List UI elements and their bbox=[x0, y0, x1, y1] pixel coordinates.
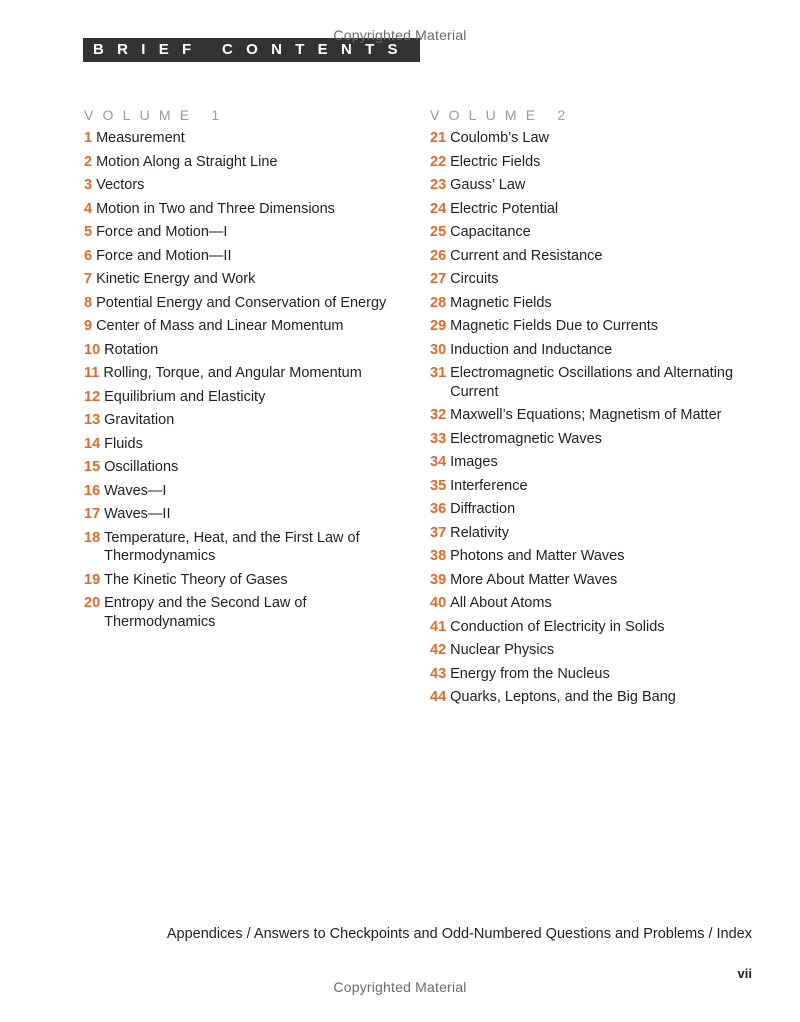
chapter-title: Waves—II bbox=[104, 506, 171, 522]
chapter-title: Induction and Inductance bbox=[450, 341, 613, 358]
chapter-entry bbox=[430, 153, 760, 172]
chapter-number: 30 bbox=[430, 341, 447, 358]
chapter-number: 36 bbox=[430, 501, 447, 517]
chapter-title: Current and Resistance bbox=[450, 247, 603, 264]
chapter-number: 35 bbox=[430, 477, 447, 494]
chapter-title: Coulomb’s Law bbox=[450, 130, 550, 146]
chapter-entry bbox=[430, 317, 760, 336]
chapter-number: 28 bbox=[430, 294, 447, 311]
chapter-title: Magnetic Fields bbox=[450, 294, 552, 311]
chapter-number: 24 bbox=[430, 200, 447, 217]
chapter-title: Diffraction bbox=[450, 501, 516, 517]
chapter-title: Images bbox=[450, 454, 498, 470]
chapter-entry bbox=[430, 406, 760, 425]
chapter-title: Kinetic Energy and Work bbox=[96, 271, 256, 287]
chapter-number: 27 bbox=[430, 271, 447, 287]
chapter-number: 10 bbox=[84, 341, 101, 358]
chapter-number: 20 bbox=[84, 595, 101, 611]
chapter-number: 8 bbox=[84, 294, 93, 311]
chapter-title: Equilibrium and Elasticity bbox=[104, 388, 266, 405]
chapter-title: Gravitation bbox=[104, 412, 175, 428]
chapter-number: 15 bbox=[84, 459, 101, 475]
chapter-title: Entropy and the Second Law of Thermodynamics bbox=[104, 595, 307, 630]
chapter-entry bbox=[84, 294, 404, 313]
chapter-entry bbox=[84, 364, 404, 383]
chapter-entry bbox=[84, 529, 404, 566]
chapter-title: Magnetic Fields Due to Currents bbox=[450, 318, 659, 334]
chapter-number: 22 bbox=[430, 153, 447, 170]
chapter-title: Interference bbox=[450, 477, 528, 494]
chapter-title: Center of Mass and Linear Momentum bbox=[96, 318, 344, 334]
chapter-title: Potential Energy and Conservation of Energy bbox=[96, 294, 387, 311]
chapter-entry bbox=[84, 200, 404, 219]
chapter-title: Electromagnetic Oscillations and Alternating Current bbox=[450, 365, 734, 400]
chapter-entry bbox=[430, 270, 760, 289]
chapter-entry bbox=[430, 547, 760, 566]
chapter-entry bbox=[84, 571, 404, 590]
chapter-entry bbox=[430, 453, 760, 472]
chapter-number: 16 bbox=[84, 482, 101, 499]
chapter-title: Rolling, Torque, and Angular Momentum bbox=[103, 365, 362, 381]
chapter-entry bbox=[84, 411, 404, 430]
chapter-number: 18 bbox=[84, 529, 101, 546]
chapter-entry bbox=[430, 364, 760, 401]
chapter-title: Maxwell’s Equations; Magnetism of Matter bbox=[450, 407, 722, 423]
chapter-title: The Kinetic Theory of Gases bbox=[104, 571, 288, 588]
chapter-number: 3 bbox=[84, 177, 93, 193]
chapter-title: Measurement bbox=[96, 130, 185, 146]
chapter-entry bbox=[84, 317, 404, 336]
chapter-title: Relativity bbox=[450, 524, 509, 541]
watermark-bottom: Copyrighted Material bbox=[333, 979, 467, 995]
chapter-title: Motion in Two and Three Dimensions bbox=[96, 200, 335, 217]
chapter-entry bbox=[430, 477, 760, 496]
chapter-title: Electromagnetic Waves bbox=[450, 430, 602, 447]
chapter-title: All About Atoms bbox=[450, 595, 552, 611]
chapter-number: 26 bbox=[430, 247, 447, 264]
chapter-title: Conduction of Electricity in Solids bbox=[450, 618, 665, 635]
chapter-number: 21 bbox=[430, 130, 447, 146]
chapter-number: 43 bbox=[430, 665, 447, 682]
chapter-title: Rotation bbox=[104, 341, 159, 358]
chapter-title: Electric Potential bbox=[450, 200, 559, 217]
chapter-title: Photons and Matter Waves bbox=[450, 548, 625, 564]
watermark-top: Copyrighted Material bbox=[333, 27, 467, 43]
chapter-entry bbox=[430, 594, 760, 613]
chapter-entry bbox=[430, 247, 760, 266]
chapter-number: 40 bbox=[430, 595, 447, 611]
chapter-number: 44 bbox=[430, 689, 447, 705]
chapter-entry bbox=[84, 458, 404, 477]
chapter-entry bbox=[430, 571, 760, 590]
chapter-title: Motion Along a Straight Line bbox=[96, 153, 278, 170]
chapter-number: 25 bbox=[430, 224, 447, 240]
chapter-entry bbox=[84, 153, 404, 172]
chapter-entry bbox=[84, 247, 404, 266]
chapter-entry bbox=[430, 176, 760, 195]
chapter-number: 23 bbox=[430, 177, 447, 193]
chapter-number: 17 bbox=[84, 506, 101, 522]
chapter-number: 39 bbox=[430, 571, 447, 588]
chapter-list bbox=[430, 129, 760, 707]
chapter-number: 1 bbox=[84, 130, 93, 146]
chapter-title: Capacitance bbox=[450, 224, 531, 240]
chapter-title: Circuits bbox=[450, 271, 499, 287]
chapter-title: Force and Motion—I bbox=[96, 224, 228, 240]
chapter-entry bbox=[430, 294, 760, 313]
chapter-title: Oscillations bbox=[104, 459, 179, 475]
chapter-number: 13 bbox=[84, 412, 101, 428]
chapter-title: Vectors bbox=[96, 177, 145, 193]
chapter-entry bbox=[430, 223, 760, 242]
chapter-entry bbox=[84, 388, 404, 407]
chapter-title: Energy from the Nucleus bbox=[450, 665, 610, 682]
volume-1-column bbox=[84, 107, 404, 636]
chapter-number: 38 bbox=[430, 548, 447, 564]
chapter-number: 7 bbox=[84, 271, 93, 287]
chapter-title: Quarks, Leptons, and the Big Bang bbox=[450, 689, 676, 705]
chapter-entry bbox=[430, 665, 760, 684]
volume-2-column bbox=[430, 107, 760, 712]
chapter-entry bbox=[84, 482, 404, 501]
chapter-entry bbox=[430, 129, 760, 148]
chapter-title: Electric Fields bbox=[450, 153, 541, 170]
chapter-entry bbox=[84, 129, 404, 148]
chapter-number: 5 bbox=[84, 224, 93, 240]
chapter-number: 19 bbox=[84, 571, 101, 588]
chapter-number: 9 bbox=[84, 318, 93, 334]
volume-heading: VOLUME 1 bbox=[84, 107, 229, 123]
chapter-number: 34 bbox=[430, 454, 447, 470]
chapter-title: Temperature, Heat, and the First Law of Thermodynamics bbox=[104, 529, 360, 564]
chapter-entry bbox=[84, 176, 404, 195]
chapter-entry bbox=[84, 270, 404, 289]
chapter-title: Nuclear Physics bbox=[450, 642, 555, 658]
chapter-number: 14 bbox=[84, 435, 101, 452]
chapter-list bbox=[84, 129, 404, 631]
chapter-entry bbox=[430, 618, 760, 637]
chapter-number: 11 bbox=[84, 365, 100, 381]
chapter-number: 4 bbox=[84, 200, 93, 217]
volume-heading: VOLUME 2 bbox=[430, 107, 575, 123]
back-matter-line: Appendices / Answers to Checkpoints and Odd-Numbered Questions and Problems / Index bbox=[166, 926, 752, 942]
chapter-entry bbox=[430, 200, 760, 219]
chapter-entry bbox=[430, 688, 760, 707]
chapter-entry bbox=[430, 641, 760, 660]
page-title: BRIEF CONTENTS bbox=[83, 38, 420, 62]
chapter-number: 6 bbox=[84, 247, 93, 264]
chapter-entry bbox=[84, 223, 404, 242]
chapter-entry bbox=[430, 341, 760, 360]
chapter-number: 29 bbox=[430, 318, 447, 334]
chapter-number: 37 bbox=[430, 524, 447, 541]
chapter-entry bbox=[84, 341, 404, 360]
chapter-entry bbox=[430, 430, 760, 449]
chapter-title: Force and Motion—II bbox=[96, 247, 232, 264]
chapter-number: 41 bbox=[430, 618, 447, 635]
chapter-entry bbox=[430, 500, 760, 519]
chapter-number: 42 bbox=[430, 642, 447, 658]
chapter-entry bbox=[84, 505, 404, 524]
chapter-number: 32 bbox=[430, 407, 447, 423]
chapter-number: 31 bbox=[430, 365, 447, 381]
chapter-title: Waves—I bbox=[104, 482, 167, 499]
chapter-number: 12 bbox=[84, 388, 101, 405]
chapter-number: 33 bbox=[430, 430, 447, 447]
chapter-entry bbox=[430, 524, 760, 543]
page-number: vii bbox=[737, 966, 752, 981]
chapter-title: Fluids bbox=[104, 435, 143, 452]
chapter-entry bbox=[84, 435, 404, 454]
chapter-number: 2 bbox=[84, 153, 93, 170]
chapter-title: Gauss’ Law bbox=[450, 177, 526, 193]
chapter-entry bbox=[84, 594, 404, 631]
chapter-title: More About Matter Waves bbox=[450, 571, 618, 588]
